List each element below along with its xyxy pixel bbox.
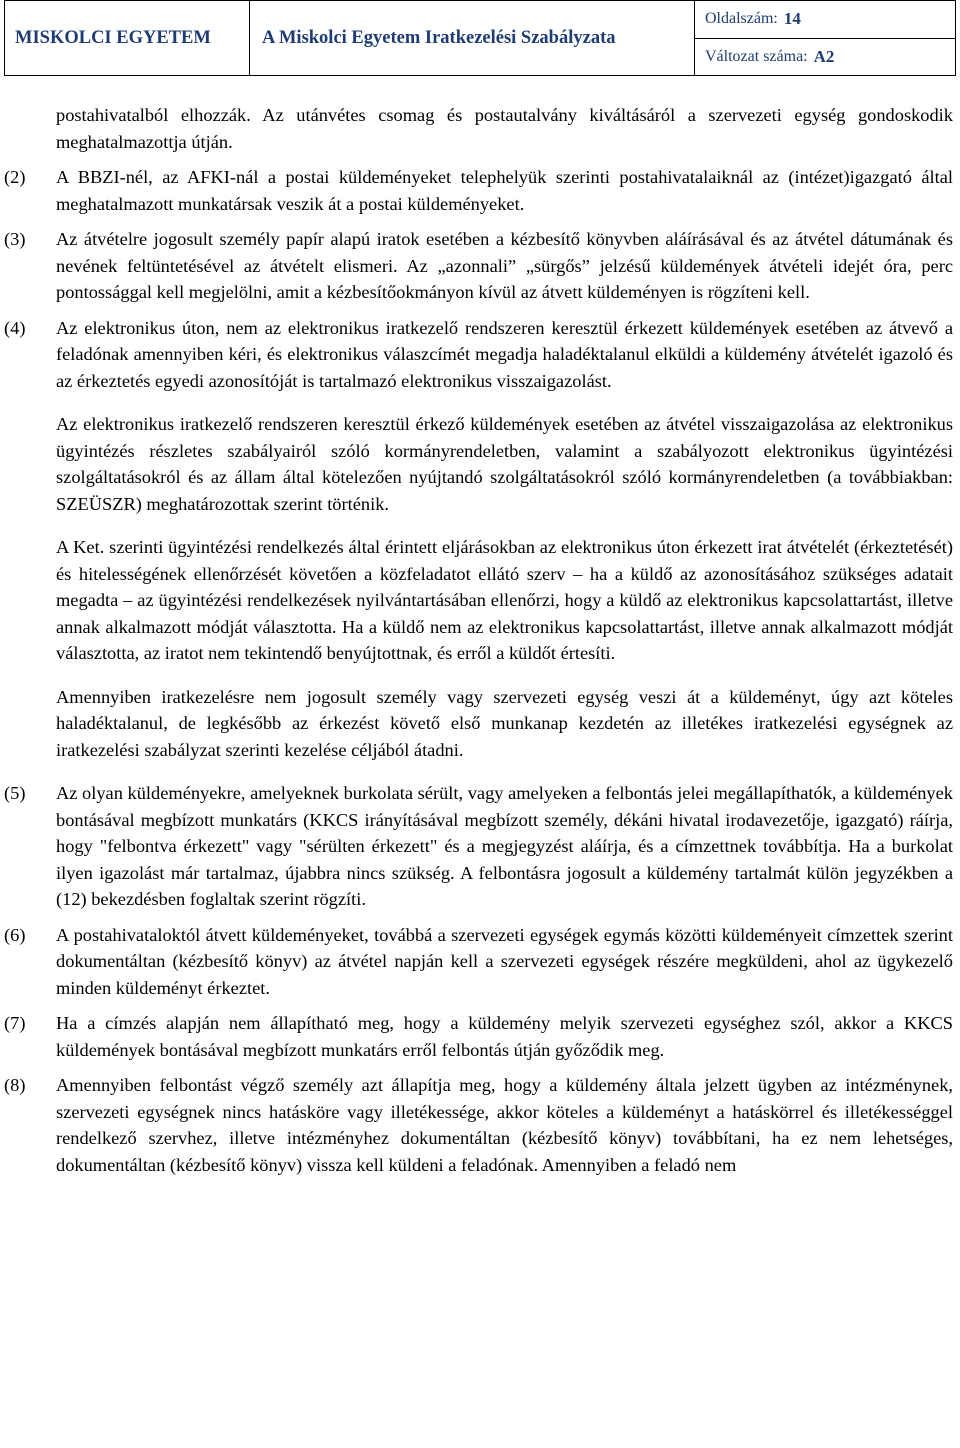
paragraph-number: (5) [4, 783, 26, 803]
paragraph-2 [0, 164, 960, 217]
version-value: A2 [813, 46, 835, 66]
paragraph-4-ket [0, 534, 960, 667]
page-number-label: Oldalszám: [705, 10, 778, 28]
document-body [0, 102, 960, 1178]
paragraph-number: (8) [4, 1075, 26, 1095]
paragraph-5 [0, 780, 960, 913]
version-label: Változat száma: [705, 47, 808, 65]
paragraph-text: Ha a címzés alapján nem állapítható meg, hogy a küldemény melyik szervezeti egységhez szól, akkor a KKCS küldemények bontásával megbízott munkatárs erről felbontás útján győződik meg. [56, 1013, 953, 1060]
paragraph-4 [0, 315, 960, 395]
header-meta [695, 1, 955, 75]
header-document-title [250, 1, 695, 75]
paragraph-number: (2) [4, 167, 26, 187]
page-header [4, 0, 956, 76]
paragraph-text: A BBZI-nél, az AFKI-nál a postai küldeményeket telephelyük szerinti postahivatalaiknál az (intézet)igazgató által meghatalmazott munkatársak veszik át a postai küldeményeket. [56, 167, 953, 214]
paragraph-text: A postahivataloktól átvett küldeményeket, továbbá a szervezeti egységek egymás közötti küldeményeit címzettek szerint dokumentáltan (kézbesítő könyv) az átvétel napján kell a szervezeti egységek részére megküldeni, ahol az ügykezelő minden küldeményt érkeztet. [56, 924, 953, 998]
paragraph-7 [0, 1010, 960, 1063]
paragraph-text: Az elektronikus úton, nem az elektronikus iratkezelő rendszeren keresztül érkezett küldemények esetében az átvevő a feladónak amennyiben kéri, és elektronikus válaszcímét megadja haladéktalanul elküldi a küldemény átvételét igazoló és az érkeztetés egyedi azonosítóját is tartalmazó elektronikus visszaigazolást. [56, 317, 953, 391]
document-title: A Miskolci Egyetem Iratkezelési Szabályzata [262, 27, 616, 48]
paragraph-8 [0, 1072, 960, 1178]
paragraph-continuation [0, 102, 960, 155]
paragraph-text: Az átvételre jogosult személy papír alapú iratok esetében a kézbesítő könyvben aláírásával és az átvétel dátumának és nevének feltüntetésével az átvételt elismeri. Az „azonnali” „sürgős” jelzésű küldemények átvételi idejét óra, perc pontossággal kell megjelölni, amit a kézbesítőokmányon kívül az átvett küldeményen is rögzíteni kell. [56, 229, 953, 302]
paragraph-number: (6) [4, 924, 26, 945]
paragraph-text: Az olyan küldeményekre, amelyeknek burkolata sérült, vagy amelyeken a felbontás jelei megállapíthatók, a küldemények bontásával megbízott munkatárs (KKCS irányításával megbízott személy, dékáni hivatal irodavezetője, igazgató) ráírja, hogy "felbontva érkezett" vagy "sérülten érkezett" és a megjegyzést aláírja, és a címzettnek továbbítja. Ha a burkolat ilyen igazolást már tartalmaz, újabbra nincs szükség. A felbontásra jogosult a küldemény tartalmát külön jegyzékben a (12) bekezdésben foglaltak szerint rögzíti. [56, 783, 953, 909]
paragraph-number: (3) [4, 229, 26, 249]
header-organization [5, 1, 250, 75]
paragraph-number: (4) [4, 317, 26, 338]
paragraph-6 [0, 922, 960, 1002]
paragraph-text: Amennyiben felbontást végző személy azt állapítja meg, hogy a küldemény általa jelzett ügyben az intézménynek, szervezeti egységnek nincs hatásköre vagy illetékessége, akkor köteles a küldeményt a hatáskörrel és illetékességgel rendelkező szervhez, illetve intézményhez dokumentáltan (kézbesítő könyv) továbbítani, ha ez nem lehetséges, dokumentáltan (kézbesítő könyv) vissza kell küldeni a feladónak. Amennyiben a feladó nem [56, 1075, 953, 1175]
page-number-value: 14 [783, 9, 801, 29]
page-number-row [695, 1, 955, 38]
version-row [695, 38, 955, 76]
paragraph-text: postahivatalból elhozzák. Az utánvétes csomag és postautalvány kiváltásáról a szervezeti egység gondoskodik meghatalmazottja útján. [56, 105, 953, 152]
paragraph-text: Az elektronikus iratkezelő rendszeren keresztül érkező küldemények esetében az átvétel visszaigazolása az elektronikus ügyintézés részletes szabályairól szóló kormányrendeletben, valamint a szabályozott elektronikus ügyintézési szolgáltatásokról és az állam által kötelezően nyújtandó szolgáltatásokról szóló kormányrendeletben (a továbbiakban: SZEÜSZR) meghatározottak szerint történik. [56, 414, 953, 514]
paragraph-text: A Ket. szerinti ügyintézési rendelkezés által érintett eljárásokban az elektronikus úton érkezett irat átvételét (érkeztetését) és hitelességének ellenőrzését követően a közfeladatot ellátó szerv – ha a küldő az azonosításához szükséges adatait megadta – az ügyintézési rendelkezések nyilvántartásában ellenőrzi, hogy a küldő az elektronikus kapcsolattartást, illetve annak alkalmazott módját választotta. Ha a küldő nem az elektronikus kapcsolattartást, illetve annak alkalmazott módját választotta, az iratot nem tekintendő benyújtottnak, és erről a küldőt értesíti. [56, 537, 953, 663]
paragraph-text: Amennyiben iratkezelésre nem jogosult személy vagy szervezeti egység veszi át a küldeményt, úgy azt köteles haladéktalanul, de legkésőbb az érkezést követő első munkanap kezdetén az illetékes iratkezelési egységnek az iratkezelési szabályzat szerinti kezelése céljából átadni. [56, 686, 953, 760]
paragraph-3 [0, 226, 960, 306]
paragraph-number: (7) [4, 1013, 26, 1033]
paragraph-4-unauthorized [0, 684, 960, 764]
organization-name: MISKOLCI EGYETEM [15, 27, 211, 48]
paragraph-4-electronic-ack [0, 411, 960, 517]
